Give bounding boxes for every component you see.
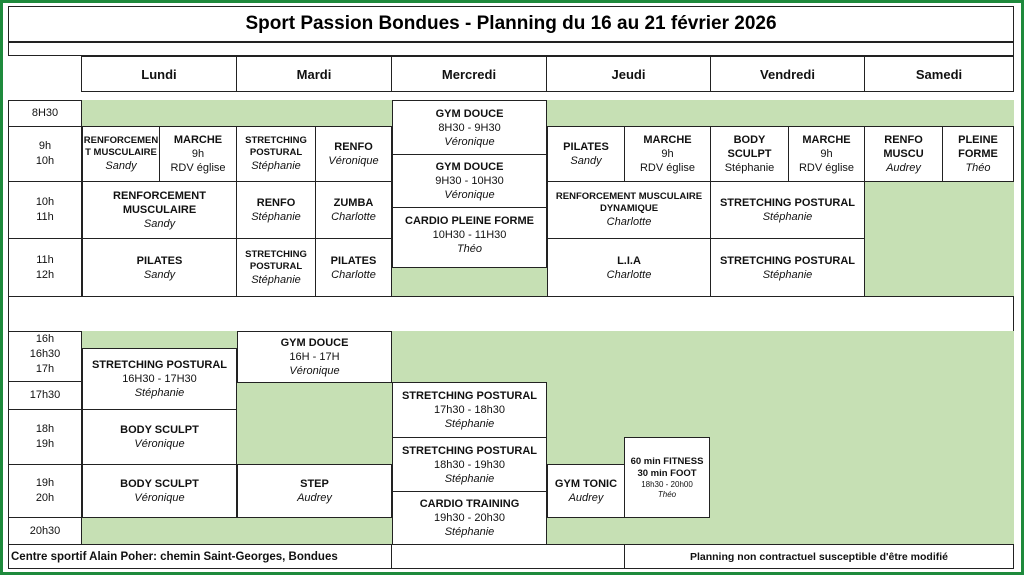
- session-renforcement-jeudi: RENFORCEMENT MUSCULAIRE DYNAMIQUE Charlotte: [547, 181, 711, 239]
- session-renforcement-musculaire-lundi: RENFORCEMENT MUSCULAIRE Sandy: [82, 181, 237, 239]
- session-cardio-mercredi: CARDIO PLEINE FORME 10H30 - 11H30 Théo: [392, 207, 547, 268]
- time-cell: 18h 19h: [8, 409, 82, 465]
- day-header-lundi: Lundi: [81, 56, 237, 92]
- empty-slot: [547, 382, 1014, 437]
- day-header-mardi: Mardi: [236, 56, 392, 92]
- session-body-sculpt1-lundi: BODY SCULPT Véronique: [82, 409, 237, 465]
- session-renfo-muscu-samedi: RENFO MUSCU Audrey: [864, 126, 943, 182]
- session-lia-jeudi: L.I.A Charlotte: [547, 238, 711, 297]
- session-gym-douce-mardi-soir: GYM DOUCE 16H - 17H Véronique: [237, 331, 392, 383]
- separator-row: [8, 296, 1014, 332]
- time-cell: 10h 11h: [8, 181, 82, 239]
- session-cardio-training-mercredi: CARDIO TRAINING 19h30 - 20h30 Stéphanie: [392, 491, 547, 545]
- day-header-jeudi: Jeudi: [546, 56, 711, 92]
- day-header-samedi: Samedi: [864, 56, 1014, 92]
- session-zumba-mardi: ZUMBA Charlotte: [315, 181, 392, 239]
- session-stretching2-mardi: STRETCHING POSTURAL Stéphanie: [236, 238, 316, 297]
- time-cell: 17h30: [8, 381, 82, 410]
- day-header-vendredi: Vendredi: [710, 56, 865, 92]
- session-stretching-mardi: STRETCHING POSTURAL Stéphanie: [236, 126, 316, 182]
- session-pilates-jeudi: PILATES Sandy: [547, 126, 625, 182]
- day-header-mercredi: Mercredi: [391, 56, 547, 92]
- session-stretching-lundi-soir: STRETCHING POSTURAL 16H30 - 17H30 Stéphanie: [82, 348, 237, 410]
- time-cell: 9h 10h: [8, 126, 82, 182]
- session-renfo-mardi: RENFO Véronique: [315, 126, 392, 182]
- empty-slot: [82, 100, 392, 127]
- empty-slot: [392, 331, 1014, 383]
- session-gym-douce1-mercredi: GYM DOUCE 8H30 - 9H30 Véronique: [392, 100, 547, 155]
- empty-slot: [547, 517, 710, 545]
- empty-slot: [864, 181, 1014, 297]
- time-cell: 8H30: [8, 100, 82, 127]
- session-pleine-forme-samedi: PLEINE FORME Théo: [942, 126, 1014, 182]
- empty-slot: [710, 437, 1014, 545]
- empty-slot: [82, 331, 237, 349]
- session-pilates-mardi: PILATES Charlotte: [315, 238, 392, 297]
- page-title: Sport Passion Bondues - Planning du 16 au 21 février 2026: [8, 6, 1014, 42]
- session-stretching1-mercredi-soir: STRETCHING POSTURAL 17h30 - 18h30 Stéphanie: [392, 382, 547, 438]
- session-marche-lundi: MARCHE 9h RDV église: [159, 126, 237, 182]
- session-stretching1-vendredi: STRETCHING POSTURAL Stéphanie: [710, 181, 865, 239]
- empty-slot: [547, 100, 1014, 127]
- session-marche-jeudi: MARCHE 9h RDV église: [624, 126, 711, 182]
- session-pilates-lundi: PILATES Sandy: [82, 238, 237, 297]
- time-cell: 11h 12h: [8, 238, 82, 297]
- session-gym-douce2-mercredi: GYM DOUCE 9H30 - 10H30 Véronique: [392, 154, 547, 208]
- session-marche-vendredi: MARCHE 9h RDV église: [788, 126, 865, 182]
- spacer-row: [8, 42, 1014, 56]
- session-renforcement-lundi: RENFORCEMEN T MUSCULAIRE Sandy: [82, 126, 160, 182]
- session-step-mardi: STEP Audrey: [237, 464, 392, 518]
- time-cell: 16h 16h30 17h: [8, 331, 82, 382]
- empty-slot: [82, 517, 392, 545]
- empty-slot: [237, 382, 392, 464]
- time-cell: 19h 20h: [8, 464, 82, 518]
- footer-disclaimer: Planning non contractuel susceptible d'être modifié: [624, 544, 1014, 569]
- session-stretching2-vendredi: STRETCHING POSTURAL Stéphanie: [710, 238, 865, 297]
- empty-slot: [547, 437, 625, 464]
- session-stretching2-mercredi-soir: STRETCHING POSTURAL 18h30 - 19h30 Stéphanie: [392, 437, 547, 492]
- session-renfo2-mardi: RENFO Stéphanie: [236, 181, 316, 239]
- session-body-sculpt2-lundi: BODY SCULPT Véronique: [82, 464, 237, 518]
- session-gym-tonic-jeudi: GYM TONIC Audrey: [547, 464, 625, 518]
- session-fitness-foot-jeudi: 60 min FITNESS 30 min FOOT 18h30 - 20h00 Théo: [624, 437, 710, 518]
- time-cell: 20h30: [8, 517, 82, 545]
- session-body-sculpt-vendredi: BODY SCULPT Stéphanie: [710, 126, 789, 182]
- footer-blank: [391, 544, 625, 569]
- footer-address: Centre sportif Alain Poher: chemin Saint-Georges, Bondues: [8, 544, 392, 569]
- empty-slot: [392, 267, 547, 297]
